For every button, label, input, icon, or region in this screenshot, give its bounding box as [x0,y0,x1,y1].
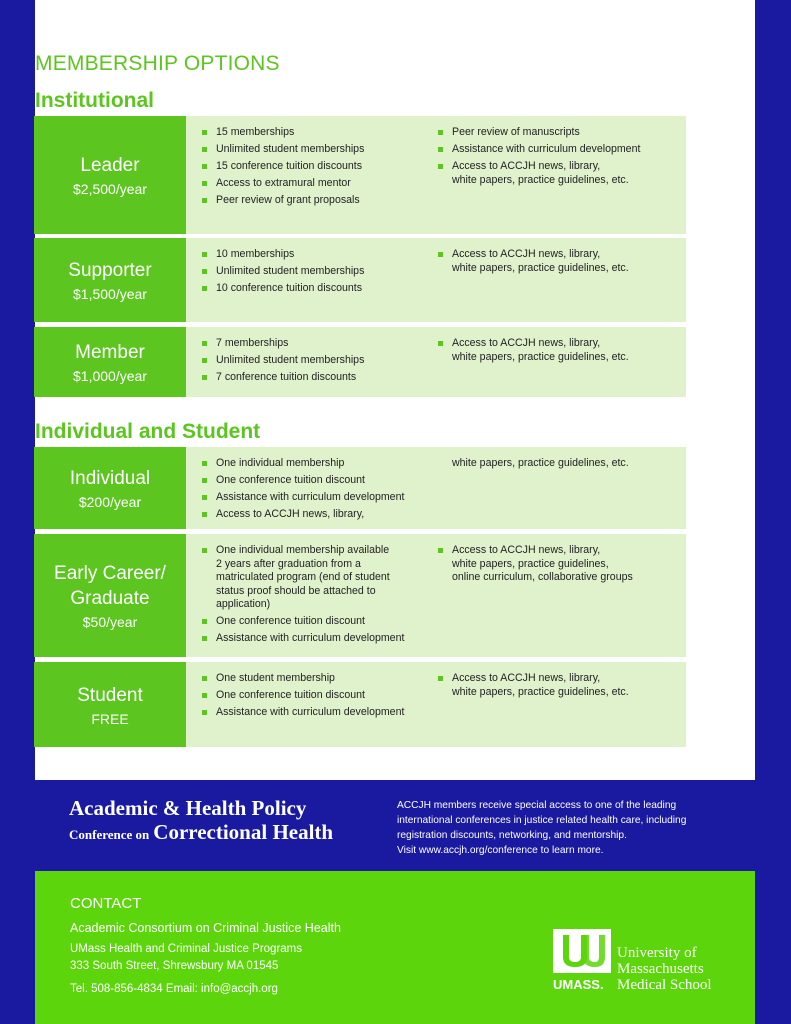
umass-line2: Massachusetts [617,961,704,977]
benefit-list [202,672,438,747]
benefit-list [438,672,678,747]
tier-price: $1,000/year [73,368,147,384]
conference-logo-line2 [69,820,333,845]
benefit-item: Peer review of manuscripts [438,126,678,140]
tier-label [34,447,186,529]
benefit-item: white papers, practice guidelines, etc. [452,457,629,469]
conference-description [397,798,727,858]
tier-benefits [186,238,686,322]
benefit-item: 15 memberships [202,126,438,140]
contact-panel [35,871,755,1024]
tier-price: FREE [91,710,129,727]
conference-logo-big: Correctional Health [153,820,334,844]
benefit-item: Access to ACCJH news, library, white papers, practice guidelines, etc. [438,160,678,187]
benefit-item: Assistance with curriculum development [202,706,438,720]
tier-row [34,116,686,234]
umass-name [617,945,712,993]
benefit-list [202,248,438,322]
conference-logo-small: Conference on [69,827,150,842]
benefit-item: Access to extramural mentor [202,177,438,191]
tier-row [34,447,686,529]
benefit-item: 15 conference tuition discounts [202,160,438,174]
conference-link[interactable]: Visit www.accjh.org/conference to learn more. [397,845,604,856]
benefit-list [438,544,678,657]
benefit-item: One individual membership available 2 years after graduation from a matriculated program (end of student status proof should be attached to application) [202,544,438,612]
benefit-item: One conference tuition discount [202,689,438,703]
tier-price: $2,500/year [73,181,147,197]
benefit-item: One individual membership [202,457,438,471]
benefit-list [202,544,438,657]
tier-benefits [186,327,686,397]
benefit-item: One conference tuition discount [202,474,438,488]
section-title-individual: Individual and Student [35,420,261,443]
benefit-list [202,126,438,234]
contact-org: Academic Consortium on Criminal Justice Health [70,921,341,935]
tier-name: Student [77,684,143,706]
tier-row [34,238,686,322]
conference-text: ACCJH members receive special access to one of the leading international conferences in justice related health care, including registration discounts, networking, and mentorship. [397,800,687,841]
tier-benefits [186,447,686,529]
benefit-item: One student membership [202,672,438,686]
umass-wordmark: UMASS. [553,977,604,992]
tier-benefits [186,534,686,657]
benefit-item: 10 memberships [202,248,438,262]
benefit-list [438,457,678,529]
section-title-institutional: Institutional [35,89,154,112]
tier-price: $1,500/year [73,286,147,302]
umass-line3: Medical School [617,977,712,993]
tier-name: Graduate [70,588,150,609]
benefit-item: Access to ACCJH news, library, [202,508,438,522]
benefit-list [202,337,438,397]
benefit-item: Assistance with curriculum development [202,632,438,646]
contact-phone-email[interactable]: Tel. 508-856-4834 Email: info@accjh.org [70,983,278,995]
umass-line1: University of [617,945,697,961]
benefit-item: Unlimited student memberships [202,143,438,157]
tier-name: Early Career/ [54,563,166,584]
tier-benefits [186,116,686,234]
contact-line1: UMass Health and Criminal Justice Programs [70,943,302,955]
tier-price: $50/year [82,614,138,630]
tier-label [34,327,186,397]
benefit-item: 7 conference tuition discounts [202,371,438,385]
contact-title: CONTACT [70,895,142,912]
tier-row [34,534,686,657]
tier-row [34,662,686,747]
benefit-list [438,248,678,322]
tier-label [34,238,186,322]
benefit-item: 7 memberships [202,337,438,351]
tier-name: Member [75,342,145,363]
tier-name: Individual [69,468,151,489]
tier-row [34,327,686,397]
tier-label [34,116,186,234]
benefit-item: 10 conference tuition discounts [202,282,438,296]
tier-benefits [186,662,686,747]
benefit-item: Access to ACCJH news, library, white papers, practice guidelines, etc. [438,672,678,699]
benefit-item: One conference tuition discount [202,615,438,629]
tier-name: Leader [80,155,140,176]
conference-logo-line1: Academic & Health Policy [69,796,307,820]
benefit-item: Peer review of grant proposals [202,194,438,208]
benefit-item: Assistance with curriculum development [438,143,678,157]
benefit-list [202,457,438,529]
tier-price: $200/year [78,494,142,510]
benefit-item: Unlimited student memberships [202,265,438,279]
benefit-list [438,337,678,397]
contact-address: 333 South Street, Shrewsbury MA 01545 [70,960,279,972]
benefit-item: Assistance with curriculum development [202,491,438,505]
page-title: MEMBERSHIP OPTIONS [35,52,280,75]
benefit-item: Access to ACCJH news, library, white papers, practice guidelines, online curriculum, collaborative groups [438,544,678,585]
tier-label [34,534,186,657]
tier-name: Supporter [68,260,152,281]
tier-label [34,662,186,747]
benefit-item: Access to ACCJH news, library, white papers, practice guidelines, etc. [438,248,678,275]
benefit-item: Unlimited student memberships [202,354,438,368]
benefit-item: Access to ACCJH news, library, white papers, practice guidelines, etc. [438,337,678,364]
benefit-list [438,126,678,234]
